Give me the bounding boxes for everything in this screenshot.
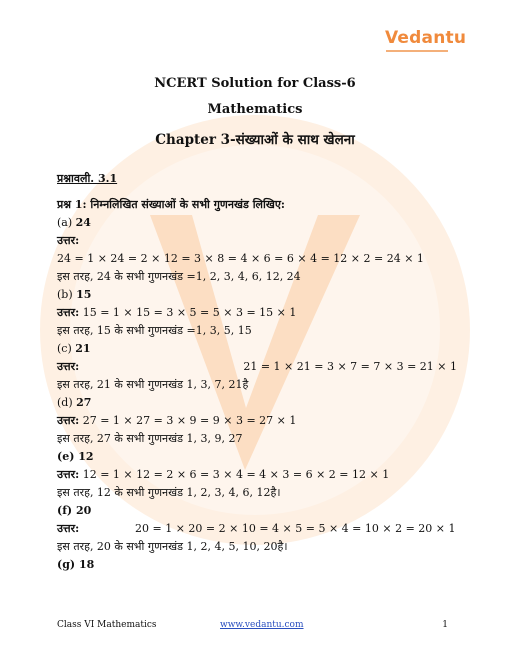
answer-line <box>57 358 457 376</box>
answer-line <box>57 412 457 430</box>
answer-line <box>57 304 457 322</box>
item-label: (f) <box>57 504 73 517</box>
factor-equation: 27 = 1 × 27 = 3 × 9 = 9 × 3 = 27 × 1 <box>79 414 297 427</box>
item-a-heading <box>57 214 457 232</box>
factor-equation: 20 = 1 × 20 = 2 × 10 = 4 × 5 = 5 × 4 = 10 × 2 = 20 × 1 <box>135 522 456 535</box>
answer-label: उत्तर: <box>57 522 80 535</box>
item-label: (c) <box>57 342 72 355</box>
factor-result: इस तरह, 15 के सभी गुणनखंड =1, 3, 5, 15 <box>57 324 252 337</box>
item-label: (e) <box>57 450 75 463</box>
item-g-heading <box>57 556 457 574</box>
answer-label: उत्तर: <box>57 360 80 373</box>
factor-equation: 15 = 1 × 15 = 3 × 5 = 5 × 3 = 15 × 1 <box>79 306 297 319</box>
answer-label: उत्तर: <box>57 468 80 481</box>
item-number: 21 <box>75 342 91 355</box>
answer-label: उत्तर: <box>57 414 80 427</box>
answer-line <box>57 520 457 538</box>
document-title: NCERT Solution for Class-6 <box>154 76 356 91</box>
factor-result: इस तरह, 12 के सभी गुणनखंड 1, 2, 3, 4, 6, 12है। <box>57 486 281 499</box>
question-text: प्रश्न 1: निम्नलिखित संख्याओं के सभी गुणनखंड लिखिए: <box>57 198 285 211</box>
item-number: 24 <box>75 216 91 229</box>
subject-title: Mathematics <box>207 102 303 117</box>
item-e-heading <box>57 448 457 466</box>
answer-label: उत्तर: <box>57 306 80 319</box>
solution-content <box>57 170 457 574</box>
factor-equation: 24 = 1 × 24 = 2 × 12 = 3 × 8 = 4 × 6 = 6 × 4 = 12 × 2 = 24 × 1 <box>57 252 424 265</box>
item-label: (b) <box>57 288 73 301</box>
item-f-heading <box>57 502 457 520</box>
factor-result: इस तरह, 21 के सभी गुणनखंड 1, 3, 7, 21है <box>57 378 249 391</box>
item-label: (g) <box>57 558 76 571</box>
item-label: (d) <box>57 396 73 409</box>
factor-result: इस तरह, 24 के सभी गुणनखंड =1, 2, 3, 4, 6, 12, 24 <box>57 270 301 283</box>
item-number: 27 <box>76 396 92 409</box>
factor-result: इस तरह, 20 के सभी गुणनखंड 1, 2, 4, 5, 10, 20है। <box>57 540 288 553</box>
answer-line <box>57 466 457 484</box>
factor-equation: 12 = 1 × 12 = 2 × 6 = 3 × 4 = 4 × 3 = 6 × 2 = 12 × 1 <box>79 468 390 481</box>
footer-class-label: Class VI Mathematics <box>57 620 157 630</box>
page-footer <box>0 620 510 636</box>
footer-website-link[interactable]: www.vedantu.com <box>220 620 304 630</box>
page-number: 1 <box>442 620 448 630</box>
item-b-heading <box>57 286 457 304</box>
chapter-title: Chapter 3-संख्याओं के साथ खेलना <box>155 132 355 148</box>
item-c-heading <box>57 340 457 358</box>
answer-label: उत्तर: <box>57 234 80 247</box>
item-number: 20 <box>76 504 92 517</box>
vedantu-logo: Vedantu <box>385 28 467 48</box>
exercise-heading: प्रश्नावली. 3.1 <box>57 172 118 185</box>
factor-result: इस तरह, 27 के सभी गुणनखंड 1, 3, 9, 27 <box>57 432 243 445</box>
item-number: 12 <box>78 450 94 463</box>
logo-underline <box>386 50 448 52</box>
item-number: 15 <box>76 288 92 301</box>
item-label: (a) <box>57 216 73 229</box>
factor-equation: 21 = 1 × 21 = 3 × 7 = 7 × 3 = 21 × 1 <box>243 360 457 373</box>
item-number: 18 <box>78 558 95 571</box>
item-d-heading <box>57 394 457 412</box>
